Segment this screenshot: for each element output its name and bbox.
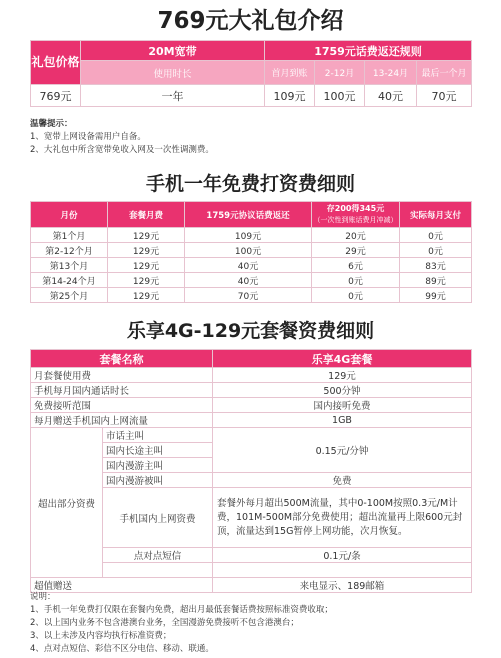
- row-label-overage: 超出部分资费: [31, 428, 103, 578]
- table-row: [31, 243, 472, 258]
- header-refund-rule: 1759元话费返还规则: [265, 41, 472, 61]
- row-label-free-answer: 免费接听范围: [31, 398, 213, 413]
- cell-bonus: 6元: [312, 258, 400, 273]
- table-row: [31, 273, 472, 288]
- cell-month: 第13个月: [31, 258, 108, 273]
- blank-cell: [213, 563, 472, 578]
- header-last-month: 最后一个月: [417, 61, 472, 85]
- row-value-call-minutes: 500分钟: [213, 383, 472, 398]
- cell-fee: 129元: [108, 258, 185, 273]
- sms-label: 点对点短信: [103, 548, 213, 563]
- cell-month: 第25个月: [31, 288, 108, 303]
- cell-refund: 40元: [185, 273, 312, 288]
- cell-fee: 129元: [108, 288, 185, 303]
- roam-called-price: 免费: [213, 473, 472, 488]
- gift-label: 超值赠送: [31, 578, 213, 593]
- header-month-13-24: 13-24月: [365, 61, 417, 85]
- tips-title: 温馨提示：: [30, 119, 73, 129]
- header-usage-period: 使用时长: [81, 61, 265, 85]
- 4g-plan-table: [30, 349, 472, 593]
- gift-package-table: [30, 40, 472, 107]
- voice-price: 0.15元/分钟: [213, 428, 472, 473]
- header-agreement-refund: 1759元协议话费返还: [185, 202, 312, 228]
- header-month: 月份: [31, 202, 108, 228]
- header-deposit-bonus-main: 存200得345元: [326, 204, 385, 213]
- blank-cell: [103, 563, 213, 578]
- free-call-table: [30, 201, 472, 303]
- header-deposit-bonus: [312, 202, 400, 228]
- title-4g-plan: 乐享4G-129元套餐资费细则: [126, 320, 375, 342]
- cell-month-13-24: 40元: [365, 85, 417, 107]
- cell-month: 第2-12个月: [31, 243, 108, 258]
- cell-month: 第1个月: [31, 228, 108, 243]
- tip-item: 1、宽带上网设备需用户自备。: [30, 132, 146, 142]
- notes-title: 说明：: [30, 592, 56, 602]
- title-gift-package: 769元大礼包介绍: [157, 8, 344, 34]
- cell-refund: 40元: [185, 258, 312, 273]
- header-deposit-bonus-sub: （一次性到账话费月冲减）: [313, 216, 398, 224]
- cell-period: 一年: [81, 85, 265, 107]
- title-free-call: 手机一年免费打资费细则: [145, 173, 355, 195]
- header-month-2-12: 2-12月: [315, 61, 365, 85]
- voice-item-local: 市话主叫: [103, 428, 213, 443]
- cell-month: 第14-24个月: [31, 273, 108, 288]
- cell-pay: 0元: [400, 228, 472, 243]
- cell-month-2-12: 100元: [315, 85, 365, 107]
- cell-price: 769元: [31, 85, 81, 107]
- row-value-monthly-fee: 129元: [213, 368, 472, 383]
- header-package-price: 礼包价格: [31, 41, 81, 85]
- note-item: 2、以上国内业务不包含港澳台业务，全国漫游免费接听不包含港澳台；: [30, 618, 299, 628]
- cell-bonus: 29元: [312, 243, 400, 258]
- header-plan-4g: 乐享4G套餐: [213, 350, 472, 368]
- row-label-call-minutes: 手机每月国内通话时长: [31, 383, 213, 398]
- cell-pay: 0元: [400, 243, 472, 258]
- voice-item-long-distance: 国内长途主叫: [103, 443, 213, 458]
- sms-price: 0.1元/条: [213, 548, 472, 563]
- header-monthly-fee: 套餐月费: [108, 202, 185, 228]
- table-row: [31, 383, 472, 398]
- header-actual-payment: 实际每月支付: [400, 202, 472, 228]
- cell-pay: 99元: [400, 288, 472, 303]
- row-label-data-gift: 每月赠送手机国内上网流量: [31, 413, 213, 428]
- data-rate-text: 套餐外每月超出500M流量，其中0-100M按照0.3元/M计费，101M-500M部分免费使用；超出流量再上限600元封顶，流量达到15G暂停上网功能，次月恢复。: [213, 488, 472, 548]
- row-label-monthly-fee: 月套餐使用费: [31, 368, 213, 383]
- table-row: [31, 368, 472, 383]
- gift-value: 来电显示、189邮箱: [213, 578, 472, 593]
- voice-item-roam-called: 国内漫游被叫: [103, 473, 213, 488]
- cell-refund: 109元: [185, 228, 312, 243]
- cell-pay: 83元: [400, 258, 472, 273]
- table-row: [31, 398, 472, 413]
- cell-refund: 100元: [185, 243, 312, 258]
- cell-bonus: 20元: [312, 228, 400, 243]
- data-rate-label: 手机国内上网资费: [103, 488, 213, 548]
- table-row: [31, 413, 472, 428]
- row-value-data-gift: 1GB: [213, 413, 472, 428]
- header-plan-name: 套餐名称: [31, 350, 213, 368]
- cell-bonus: 0元: [312, 288, 400, 303]
- cell-fee: 129元: [108, 228, 185, 243]
- cell-fee: 129元: [108, 243, 185, 258]
- table-row: [31, 288, 472, 303]
- tip-item: 2、大礼包中所含宽带免收入网及一次性调测费。: [30, 145, 214, 155]
- table-row: [31, 258, 472, 273]
- table-row: [31, 228, 472, 243]
- voice-item-roam-call: 国内漫游主叫: [103, 458, 213, 473]
- cell-first-month: 109元: [265, 85, 315, 107]
- cell-bonus: 0元: [312, 273, 400, 288]
- cell-refund: 70元: [185, 288, 312, 303]
- note-item: 3、以上未涉及内容均执行标准资费；: [30, 631, 172, 641]
- table-row: [31, 578, 472, 593]
- note-item: 4、点对点短信、彩信不区分电信、移动、联通。: [30, 644, 214, 654]
- header-broadband: 20M宽带: [81, 41, 265, 61]
- cell-pay: 89元: [400, 273, 472, 288]
- cell-fee: 129元: [108, 273, 185, 288]
- row-value-free-answer: 国内接听免费: [213, 398, 472, 413]
- header-first-month: 首月到账: [265, 61, 315, 85]
- note-item: 1、手机一年免费打仅限在套餐内免费，超出月最低套餐话费按照标准资费收取；: [30, 605, 333, 615]
- cell-last-month: 70元: [417, 85, 472, 107]
